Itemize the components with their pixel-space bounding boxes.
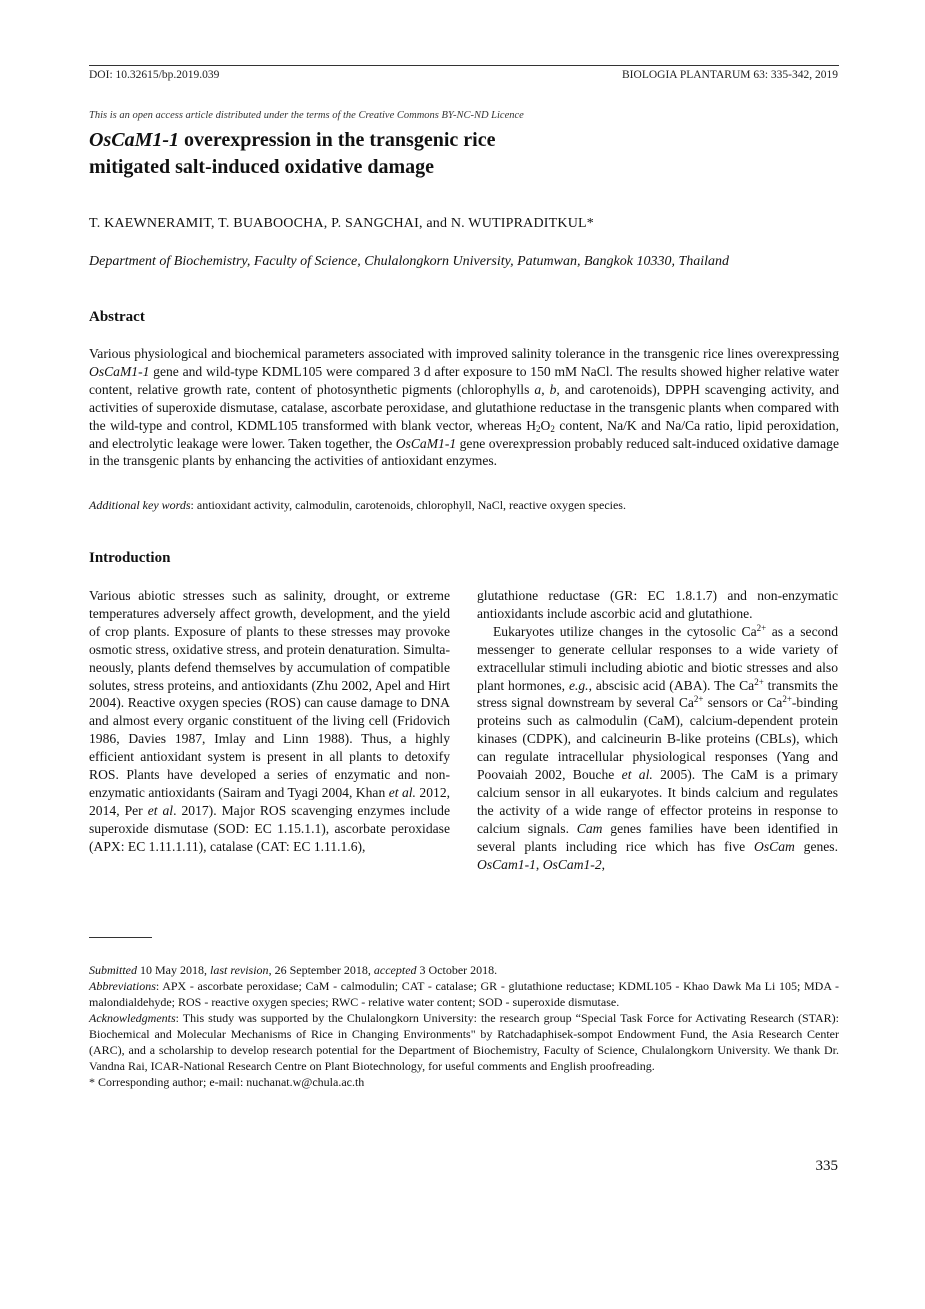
title-line2: mitigated salt-induced oxidative damage [89,156,434,178]
article-title [89,127,809,181]
footnote-divider [89,937,152,938]
intro-text: 2012, 2014, Per [89,784,451,818]
intro-etal: et al. [388,784,416,800]
intro-text: , [535,856,543,872]
keywords-label: Additional key words [89,498,191,512]
intro-text: -binding proteins such as calmodulin (CaM), calcium-dependent protein kinases (CDPK), and calcineurin B-like proteins (CBLs), which can regulate intracellular physiological responses (Yang and Poovaiah 2002, Bouche [477,695,838,783]
intro-text: , [601,856,606,872]
page-number: 335 [815,1158,838,1174]
fn-text: : APX - ascorbate peroxidase; CaM - calmodulin; CAT - catalase; GR - glutathione reductase; KDML105 - Khao Dawk Ma Li 105; MDA - malondialdehyde; ROS - reactive oxygen species; RWC - relative water content; SOD - superoxide dismutase. [89,979,839,1009]
title-gene: OsCaM1-1 [89,129,180,151]
header-divider [89,65,839,66]
intro-text: , abscisic acid (ABA). The Ca [588,677,755,693]
intro-etal: et al [147,802,174,818]
intro-text: transmits the stress signal downstream by several Ca [477,677,838,711]
intro-etal: et al. [621,767,653,783]
doi: DOI: 10.32615/bp.2019.039 [89,69,220,81]
intro-gene: Cam [576,820,603,836]
abstract-chl-a: a [534,381,542,397]
affiliation: Department of Biochemistry, Faculty of Science, Chulalongkorn University, Patumwan, Bangkok 10330, Thailand [89,254,730,269]
intro-text: as a second messenger to generate cellular responses to a wide variety of extracellular stimuli including abiotic and biotic stresses and also plant hormones, [477,623,838,693]
keywords [89,498,839,513]
footnotes [89,962,839,1090]
intro-gene: OsCam1-2 [542,856,602,872]
superscript: 2+ [756,622,767,633]
abstract-subscript: 2 [550,423,555,434]
abstract-part: , [541,381,550,397]
fn-label: accepted [373,963,417,977]
abstract-part: content, Na/K and Na/Ca ratio, lipid peroxidation, and electrolytic leakage were lower. Taken together, the [89,417,839,451]
intro-text: 2005). The CaM is a primary calcium sensor in all eukaryotes. It binds calcium and regulates the activity of a wide range of effector proteins in response to calcium signals. [477,767,838,836]
abstract-gene: OsCaM1-1 [395,435,457,451]
abstract-chl-b: b, [549,381,560,397]
licence-note: This is an open access article distributed under the terms of the Creative Commons BY-NC-ND Licence [89,110,524,121]
intro-gene: OsCam [754,838,795,854]
keywords-text: : antioxidant activity, calmodulin, carotenoids, chlorophyll, NaCl, reactive oxygen species. [190,498,626,512]
abstract-gene: OsCaM1-1 [89,363,150,379]
intro-text: genes. [794,838,838,854]
intro-paragraph-1-cont: glutathione reductase (GR: EC 1.8.1.7) and non-enzymatic antioxidants include ascorbic acid and glutathione. [477,588,838,621]
abstract-part: and carotenoids), DPPH scavenging activity, and activities of superoxide dismutase, catalase, ascorbate peroxidase, and glutathione reductase in the transgenic plants when compared with the wild-type and control, KDML105 transformed with blank vector, whereas H [89,381,840,433]
fn-text: , 26 September 2018, [268,963,374,977]
intro-text: Eukaryotes utilize changes in the cytosolic Ca [493,623,757,639]
authors: T. KAEWNERAMIT, T. BUABOOCHA, P. SANGCHAI, and N. WUTIPRADITKUL* [89,216,594,231]
acknowledgments [89,1010,839,1074]
intro-eg: e.g. [568,677,589,693]
abstract-part: gene and wild-type KDML105 were compared 3 d after exposure to 150 mM NaCl. The results showed higher relative water content, relative growth rate, content of photosynthetic pigments (chlorophylls [89,363,839,397]
abstract-part: gene overexpression probably reduced salt-induced oxidative damage in the transgenic plants by enhancing the activities of antioxidant enzymes. [89,435,839,469]
submission-dates [89,962,839,978]
abbreviations [89,978,839,1010]
fn-text: 10 May 2018, [137,963,210,977]
intro-gene: OsCam1-1 [477,856,536,872]
intro-right-column [477,587,838,874]
intro-paragraph-2 [477,623,838,874]
intro-paragraph-1 [89,587,450,856]
abstract-part: O [540,417,551,433]
intro-text: . 2017). Major ROS scavenging enzymes include superoxide dismutase (SOD: EC 1.15.1.1), ascorbate peroxidase (APX: EC 1.11.1.11), catalase (CAT: EC 1.11.1.6), [89,802,450,854]
abstract-heading: Abstract [89,309,145,325]
fn-label: Submitted [89,963,137,977]
introduction-heading: Introduction [89,550,171,566]
title-line1-rest: overexpression in the transgenic rice [179,129,496,151]
abstract-subscript: 2 [536,423,541,434]
fn-text: : This study was supported by the Chulalongkorn University: the research group “Special Task Force for Activating Research (STAR): Biochemical and Molecular Mechanisms of Rice in Changing Environments" by Ratchadaphisek-sompot Endowment Fund, the Asia Research Center (ARC), and a scholarship to develop research potential for the Department of Biochemistry, Faculty of Science, Chulalongkorn University. We thank Dr. Vandna Rai, ICAR-National Research Centre on Plant Biotechnology, for useful comments and English proofreading. [89,1011,839,1073]
intro-left-column [89,587,450,856]
intro-text: Various abiotic stresses such as salinity, drought, or extreme temperatures adversely affect growth, development, and the yield of crop plants. Exposure of plants to these stresses may provoke osmotic stress, oxidative stress, and protein denaturation. Simulta-neously, plants defend themselves by accumulation of compatible solutes, stress proteins, and antioxidants (Zhu 2002, Apel and Hirt 2004). Reactive oxygen species (ROS) can cause damage to DNA and almost every organic constituent of the living cell (Fridovich 1986, Davies 1987, Imlay and Linn 1988). Thus, a highly efficient antioxidant system is present in all plants to detoxify ROS. Plants have developed a series of enzymatic and non-enzymatic antioxidants (Sairam and Tyagi 2004, Khan [89,588,450,800]
superscript: 2+ [782,694,792,705]
abstract-part: Various physiological and biochemical parameters associated with improved salinity tolerance in the transgenic rice lines overexpressing [89,346,839,361]
intro-text: genes families have been identified in several plants including rice which has five [477,820,839,854]
fn-label: Abbreviations [89,979,156,993]
corresponding-author: * Corresponding author; e-mail: nuchanat.w@chula.ac.th [89,1075,365,1089]
superscript: 2+ [754,676,764,687]
fn-text: 3 October 2018. [416,963,498,977]
fn-label: last revision [210,963,269,977]
fn-label: Acknowledgments [89,1011,176,1025]
abstract-text [89,345,839,470]
intro-text: sensors or Ca [703,695,783,711]
journal-citation: BIOLOGIA PLANTARUM 63: 335-342, 2019 [622,69,838,81]
superscript: 2+ [693,694,704,705]
